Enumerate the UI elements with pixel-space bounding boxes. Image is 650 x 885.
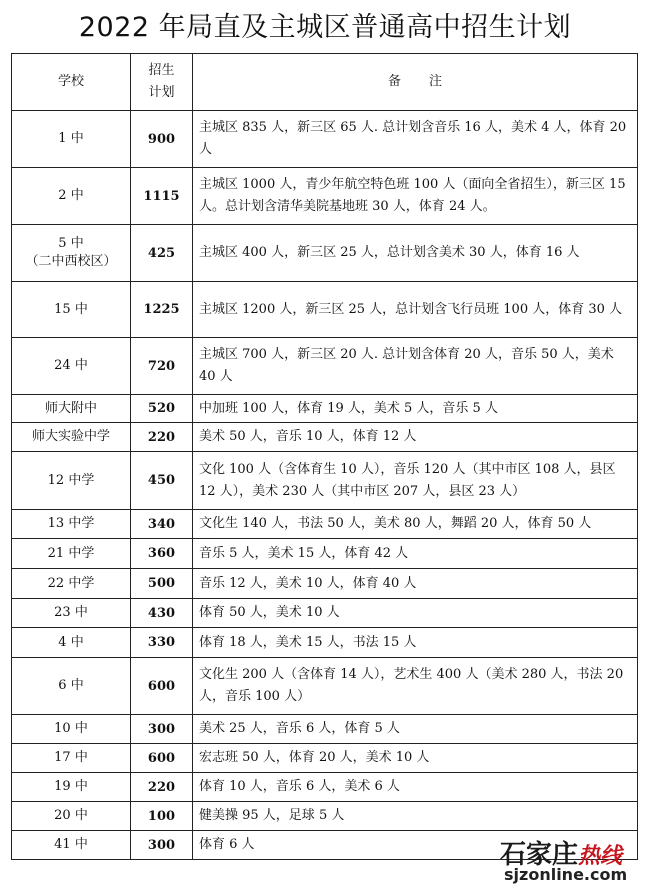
note-cell: 音乐 12 人，美术 10 人，体育 40 人 bbox=[193, 569, 638, 599]
count-cell: 340 bbox=[131, 510, 193, 539]
watermark-name-main: 石家庄 bbox=[500, 840, 579, 870]
school-cell: 17 中 bbox=[12, 744, 131, 773]
table-row bbox=[12, 338, 638, 395]
school-cell: 22 中学 bbox=[12, 569, 131, 599]
table-row bbox=[12, 539, 638, 569]
table-row bbox=[12, 282, 638, 338]
watermark-url: sjzonline.com bbox=[504, 865, 628, 884]
school-cell: 20 中 bbox=[12, 802, 131, 831]
count-cell: 1225 bbox=[131, 282, 193, 338]
note-cell: 体育 50 人，美术 10 人 bbox=[193, 599, 638, 628]
school-cell: 4 中 bbox=[12, 628, 131, 658]
count-cell: 500 bbox=[131, 569, 193, 599]
note-cell: 音乐 5 人，美术 15 人，体育 42 人 bbox=[193, 539, 638, 569]
count-cell: 600 bbox=[131, 658, 193, 715]
table-row bbox=[12, 168, 638, 225]
count-cell: 220 bbox=[131, 423, 193, 452]
school-cell: 41 中 bbox=[12, 831, 131, 860]
count-cell: 360 bbox=[131, 539, 193, 569]
school-cell: 12 中学 bbox=[12, 452, 131, 510]
count-cell: 430 bbox=[131, 599, 193, 628]
table-row bbox=[12, 225, 638, 282]
count-cell: 520 bbox=[131, 395, 193, 423]
school-cell: 13 中学 bbox=[12, 510, 131, 539]
school-cell: 15 中 bbox=[12, 282, 131, 338]
note-cell: 美术 25 人，音乐 6 人，体育 5 人 bbox=[193, 715, 638, 744]
header-note: 备注 bbox=[193, 54, 638, 111]
school-cell: 2 中 bbox=[12, 168, 131, 225]
note-cell: 主城区 1200 人，新三区 25 人，总计划含飞行员班 100 人，体育 30 人 bbox=[193, 282, 638, 338]
count-cell: 100 bbox=[131, 802, 193, 831]
note-cell: 主城区 700 人，新三区 20 人. 总计划含体育 20 人，音乐 50 人，美术 40 人 bbox=[193, 338, 638, 395]
school-cell: 21 中学 bbox=[12, 539, 131, 569]
school-cell: 师大附中 bbox=[12, 395, 131, 423]
school-cell bbox=[12, 225, 131, 282]
school-cell: 10 中 bbox=[12, 715, 131, 744]
note-cell: 主城区 1000 人，青少年航空特色班 100 人（面向全省招生），新三区 15 人。总计划含清华美院基地班 30 人，体育 24 人。 bbox=[193, 168, 638, 225]
count-cell: 450 bbox=[131, 452, 193, 510]
note-cell: 体育 6 人 bbox=[193, 831, 638, 860]
table-row bbox=[12, 599, 638, 628]
table-row bbox=[12, 111, 638, 168]
school-cell: 师大实验中学 bbox=[12, 423, 131, 452]
school-cell: 6 中 bbox=[12, 658, 131, 715]
count-cell: 425 bbox=[131, 225, 193, 282]
note-cell: 文化生 200 人（含体育 14 人），艺术生 400 人（美术 280 人，书法 20 人，音乐 100 人） bbox=[193, 658, 638, 715]
school-subname: （二中西校区） bbox=[25, 254, 117, 269]
school-cell: 24 中 bbox=[12, 338, 131, 395]
header-school: 学校 bbox=[12, 54, 131, 111]
count-cell: 300 bbox=[131, 831, 193, 860]
count-cell: 600 bbox=[131, 744, 193, 773]
note-cell: 文化生 140 人，书法 50 人，美术 80 人，舞蹈 20 人，体育 50 人 bbox=[193, 510, 638, 539]
table-row bbox=[12, 452, 638, 510]
school-cell: 19 中 bbox=[12, 773, 131, 802]
page-title: 2022 年局直及主城区普通高中招生计划 bbox=[78, 12, 572, 43]
table-row bbox=[12, 802, 638, 831]
school-name: 5 中 bbox=[58, 236, 84, 251]
count-cell: 300 bbox=[131, 715, 193, 744]
header-count bbox=[131, 54, 193, 111]
table-row bbox=[12, 395, 638, 423]
school-cell: 1 中 bbox=[12, 111, 131, 168]
table-row bbox=[12, 628, 638, 658]
table-row bbox=[12, 510, 638, 539]
count-cell: 900 bbox=[131, 111, 193, 168]
table-row bbox=[12, 744, 638, 773]
count-cell: 1115 bbox=[131, 168, 193, 225]
site-watermark bbox=[500, 834, 650, 885]
table-row bbox=[12, 773, 638, 802]
header-count-line1: 招生 bbox=[148, 63, 175, 78]
note-cell: 体育 18 人，美术 15 人，书法 15 人 bbox=[193, 628, 638, 658]
header-count-line2: 计划 bbox=[148, 85, 175, 100]
note-cell: 美术 50 人，音乐 10 人，体育 12 人 bbox=[193, 423, 638, 452]
enrollment-plan-table bbox=[11, 53, 638, 860]
note-cell: 体育 10 人，音乐 6 人，美术 6 人 bbox=[193, 773, 638, 802]
note-cell: 宏志班 50 人，体育 20 人，美术 10 人 bbox=[193, 744, 638, 773]
watermark-name-accent: 热线 bbox=[578, 844, 623, 869]
table-row bbox=[12, 658, 638, 715]
table-row bbox=[12, 715, 638, 744]
note-cell: 文化 100 人（含体育生 10 人），音乐 120 人（其中市区 108 人，县区 12 人），美术 230 人（其中市区 207 人，县区 23 人） bbox=[193, 452, 638, 510]
table-row bbox=[12, 423, 638, 452]
note-cell: 主城区 835 人，新三区 65 人. 总计划含音乐 16 人，美术 4 人，体育 20 人 bbox=[193, 111, 638, 168]
note-cell: 中加班 100 人，体育 19 人，美术 5 人，音乐 5 人 bbox=[193, 395, 638, 423]
table-header-row bbox=[12, 54, 638, 111]
note-cell: 健美操 95 人，足球 5 人 bbox=[193, 802, 638, 831]
school-cell: 23 中 bbox=[12, 599, 131, 628]
table-row bbox=[12, 569, 638, 599]
note-cell: 主城区 400 人，新三区 25 人，总计划含美术 30 人，体育 16 人 bbox=[193, 225, 638, 282]
count-cell: 220 bbox=[131, 773, 193, 802]
count-cell: 720 bbox=[131, 338, 193, 395]
count-cell: 330 bbox=[131, 628, 193, 658]
